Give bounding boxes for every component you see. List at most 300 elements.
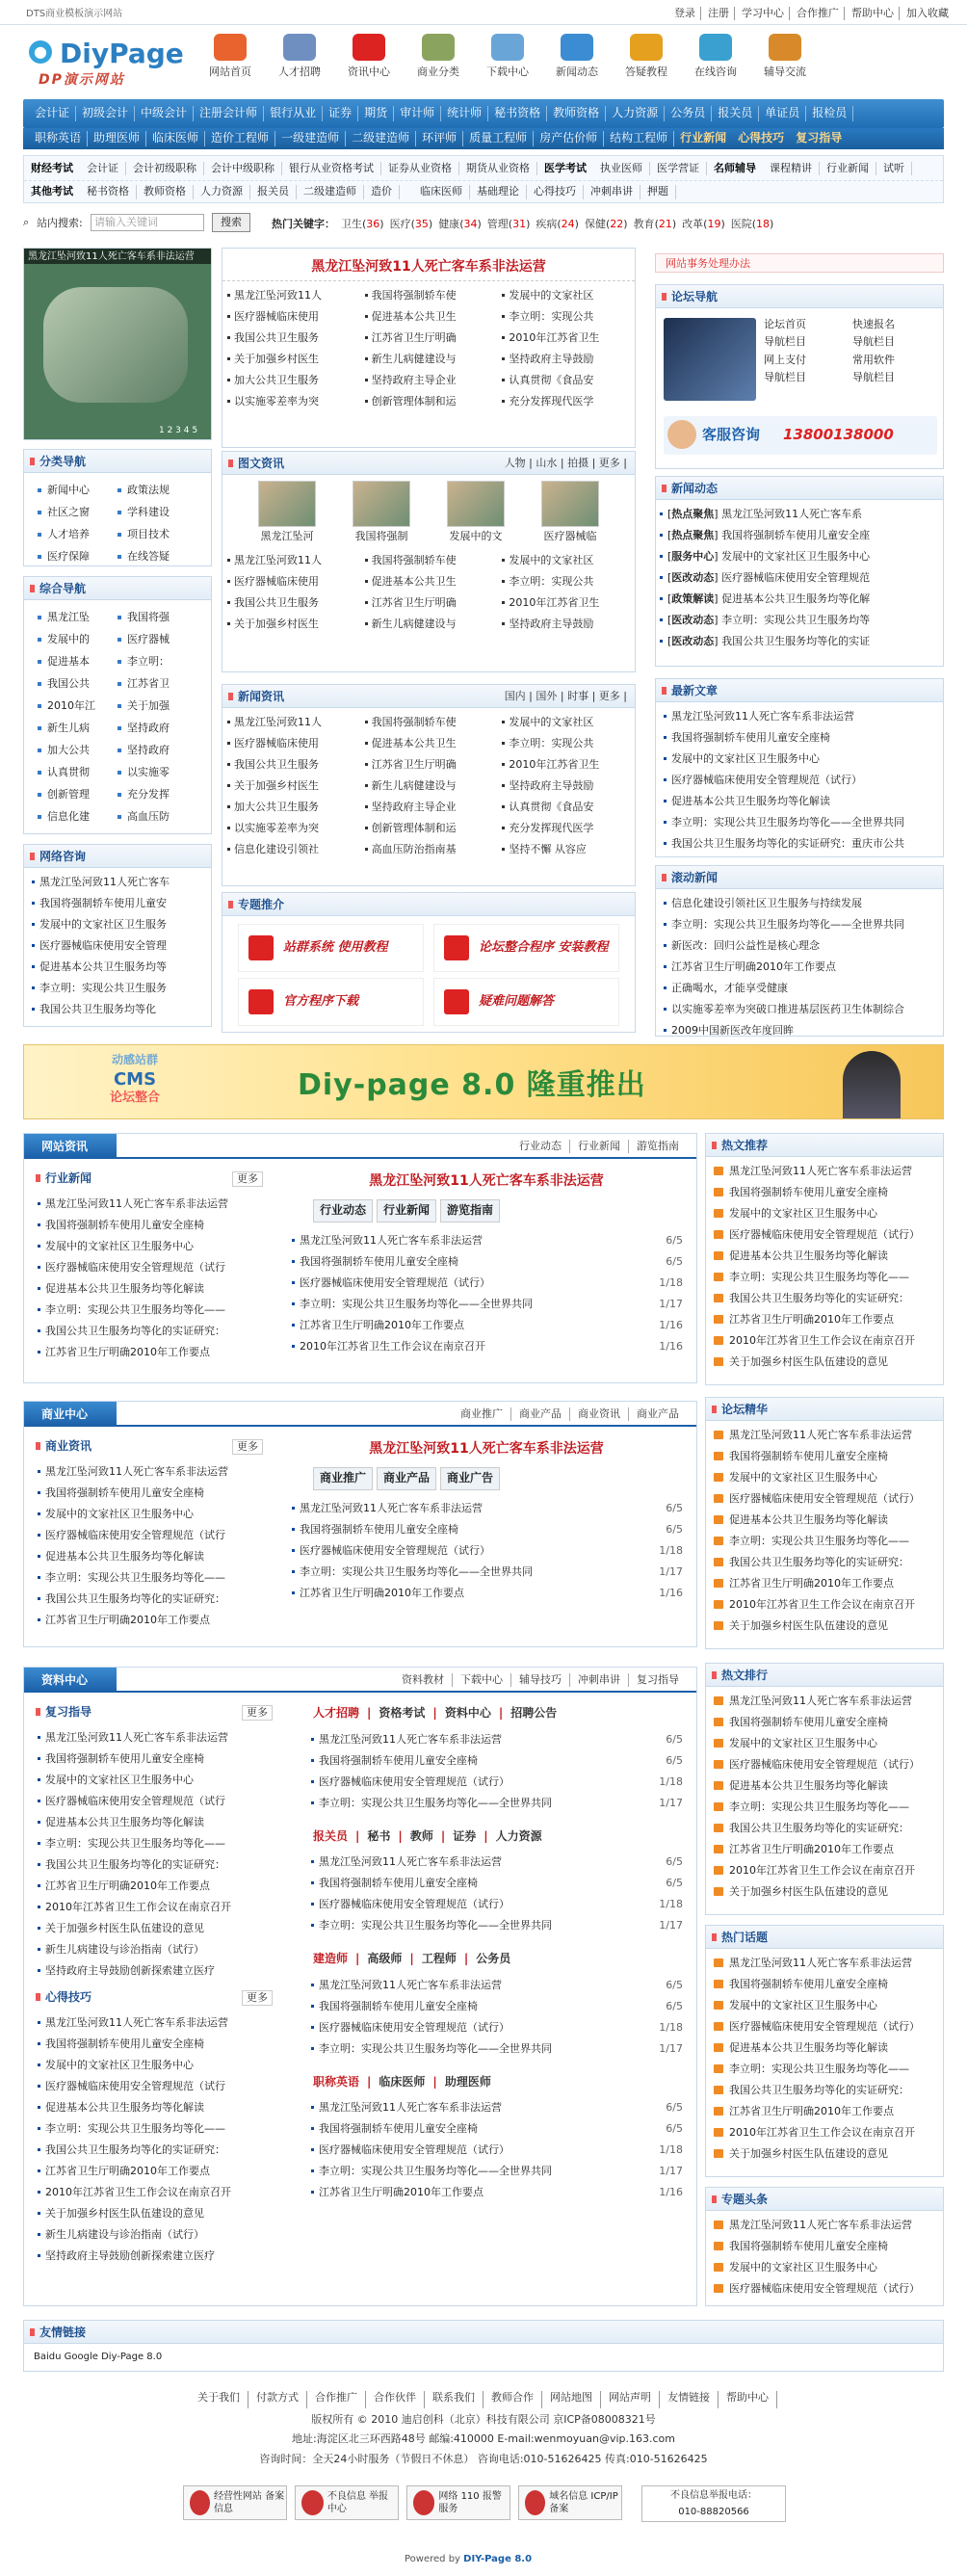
news-dynamic-item[interactable]: [政策解读] 促进基本公共卫生服务均等化解: [658, 589, 937, 610]
section-list-item[interactable]: 发展中的文家社区卫生服务中心: [36, 1770, 274, 1791]
bar2-item[interactable]: 二级建造师: [346, 131, 416, 146]
topic-item[interactable]: [238, 978, 424, 1026]
hot-item[interactable]: 黑龙江坠河致11人死亡客车系非法运营: [712, 2215, 937, 2236]
bar1-item[interactable]: 会计证: [29, 106, 76, 121]
news-tab[interactable]: 更多: [598, 690, 620, 702]
hot-item[interactable]: 2010年江苏省卫生工作会议在南京召开: [712, 1330, 937, 1352]
news-tab[interactable]: 国外: [536, 690, 558, 702]
hot-item[interactable]: 李立明：实现公共卫生服务均等化——: [712, 1267, 937, 1288]
comprehensive-link[interactable]: 我国将强: [118, 606, 197, 628]
hot-item[interactable]: 我国将强制轿车使用儿童安全座椅: [712, 2236, 937, 2257]
category-link[interactable]: 在线答疑: [118, 545, 197, 567]
section-list-item[interactable]: 我国公共卫生服务均等化的实证研究：: [36, 1854, 274, 1876]
hot-item[interactable]: 李立明：实现公共卫生服务均等化——: [712, 2059, 937, 2080]
hot-item[interactable]: 我国公共卫生服务均等化的实证研究：: [712, 2080, 937, 2101]
sub-item[interactable]: 心得技巧: [527, 185, 584, 198]
grid-link[interactable]: 关于加强乡村医生: [226, 349, 356, 370]
report-box[interactable]: [641, 2485, 786, 2522]
hot-item[interactable]: 促进基本公共卫生服务均等化解读: [712, 2037, 937, 2059]
topic-item[interactable]: [238, 924, 424, 972]
keyword[interactable]: 医疗(35): [389, 218, 433, 230]
grid-link[interactable]: 发展中的文家社区: [501, 285, 631, 306]
hot-item[interactable]: 我国将强制轿车使用儿童安全座椅: [712, 1712, 937, 1733]
section-list-item[interactable]: 发展中的文家社区卫生服务中心: [36, 2055, 274, 2076]
forum-link[interactable]: 论坛首页: [764, 318, 806, 330]
hot-item[interactable]: 黑龙江坠河致11人死亡客车系非法运营: [712, 1953, 937, 1974]
category-option[interactable]: 助理医师: [444, 2074, 491, 2089]
grid-link[interactable]: 李立明：实现公共: [501, 733, 631, 754]
grid-link[interactable]: 2010年江苏省卫生: [501, 592, 631, 614]
grid-link[interactable]: 新生儿病健建设与: [364, 349, 494, 370]
comprehensive-link[interactable]: 2010年江: [38, 695, 118, 717]
comprehensive-link[interactable]: 新生儿病: [38, 717, 118, 739]
grid-link[interactable]: 江苏省卫生厅明确: [364, 328, 494, 349]
section-link[interactable]: 行业动态: [511, 1140, 570, 1153]
grid-link[interactable]: 医疗器械临床使用: [226, 733, 356, 754]
section-list-item[interactable]: 坚持政府主导鼓励创新探索建立医疗: [36, 1960, 274, 1982]
section-tab[interactable]: 行业新闻: [377, 1199, 436, 1222]
pic-tab[interactable]: 人物: [504, 457, 526, 469]
bar2-item[interactable]: 一级建造师: [275, 131, 346, 146]
dated-item[interactable]: [309, 2161, 683, 2182]
grid-link[interactable]: 2010年江苏省卫生: [501, 754, 631, 775]
grid-link[interactable]: 坚持政府主导鼓励: [501, 349, 631, 370]
grid-link[interactable]: 充分发挥现代医学: [501, 391, 631, 412]
category-link[interactable]: 新闻中心: [38, 479, 118, 501]
topic-item[interactable]: [433, 978, 619, 1026]
comprehensive-link[interactable]: 充分发挥: [118, 783, 197, 805]
pic-item[interactable]: [440, 481, 511, 540]
section-list-item[interactable]: 坚持政府主导鼓励创新探索建立医疗: [36, 2246, 274, 2267]
bar1-item[interactable]: 证券: [323, 106, 358, 121]
grid-link[interactable]: 发展中的文家社区: [501, 712, 631, 733]
dated-item[interactable]: [290, 1583, 683, 1604]
search-input[interactable]: 请输入关键词: [91, 214, 204, 231]
hot-item[interactable]: 李立明：实现公共卫生服务均等化——: [712, 1797, 937, 1818]
section-list-item[interactable]: 我国将强制轿车使用儿童安全座椅: [36, 2034, 274, 2055]
grid-link[interactable]: 促进基本公共卫生: [364, 306, 494, 328]
sub-item[interactable]: 押题: [640, 185, 676, 198]
bar2-item[interactable]: 房产估价师: [534, 131, 604, 146]
grid-link[interactable]: 加大公共卫生服务: [226, 370, 356, 391]
section-list-item[interactable]: 发展中的文家社区卫生服务中心: [36, 1504, 265, 1525]
sub-item[interactable]: 人力资源: [194, 185, 250, 198]
section-tab[interactable]: 行业动态: [313, 1199, 373, 1222]
footer-link[interactable]: 合作伙伴: [366, 2391, 425, 2408]
nav-item[interactable]: [612, 32, 681, 90]
grid-link[interactable]: 关于加强乡村医生: [226, 775, 356, 797]
keyword[interactable]: 医院(18): [730, 218, 774, 230]
news-dynamic-item[interactable]: [医改动态] 李立明：实现公共卫生服务均等: [658, 610, 937, 631]
hot-item[interactable]: 促进基本公共卫生服务均等化解读: [712, 1246, 937, 1267]
comprehensive-link[interactable]: 促进基本: [38, 650, 118, 672]
latest-item[interactable]: 我国将强制轿车使用儿童安全座椅: [662, 727, 937, 749]
bar1-item[interactable]: 单证员: [759, 106, 806, 121]
grid-link[interactable]: 以实施零差率为突: [226, 391, 356, 412]
news-tab[interactable]: 时事: [567, 690, 589, 702]
net-consult-item[interactable]: 我国将强制轿车使用儿童安: [30, 893, 205, 914]
dated-item[interactable]: [290, 1540, 683, 1562]
latest-item[interactable]: 李立明：实现公共卫生服务均等化——全世界共同: [662, 812, 937, 833]
grid-link[interactable]: 充分发挥现代医学: [501, 818, 631, 839]
footer-link[interactable]: 关于我们: [190, 2391, 248, 2408]
section-tab[interactable]: 商业产品: [377, 1467, 436, 1490]
scroll-news-item[interactable]: 正确喝水，才能享受健康: [662, 978, 937, 999]
headline[interactable]: 黑龙江坠河致11人死亡客车系非法运营: [222, 258, 635, 281]
bar1-item[interactable]: 秘书资格: [488, 106, 547, 121]
s2-headline[interactable]: 黑龙江坠河致11人死亡客车系非法运营: [369, 1441, 604, 1457]
comprehensive-link[interactable]: 加大公共: [38, 739, 118, 761]
section-list-item[interactable]: 促进基本公共卫生服务均等化解读: [36, 1278, 265, 1300]
section-list-item[interactable]: 我国公共卫生服务均等化的实证研究：: [36, 1589, 265, 1610]
section-list-item[interactable]: 新生儿病建设与诊治指南（试行）: [36, 2224, 274, 2246]
section-list-item[interactable]: 医疗器械临床使用安全管理规范（试行: [36, 1257, 265, 1278]
bar1-item[interactable]: 注册会计师: [194, 106, 264, 121]
hot-item[interactable]: 江苏省卫生厅明确2010年工作要点: [712, 1573, 937, 1594]
dated-item[interactable]: [309, 2017, 683, 2038]
section-link[interactable]: 商业产品: [511, 1407, 570, 1421]
section-list-item[interactable]: 黑龙江坠河致11人死亡客车系非法运营: [36, 1461, 265, 1483]
comprehensive-link[interactable]: 李立明：: [118, 650, 197, 672]
section-list-item[interactable]: 江苏省卫生厅明确2010年工作要点: [36, 2161, 274, 2182]
sub-item[interactable]: 报关员: [250, 185, 297, 198]
scroll-news-item[interactable]: 江苏省卫生厅明确2010年工作要点: [662, 957, 937, 978]
keyword[interactable]: 保健(22): [584, 218, 628, 230]
footer-link[interactable]: 教师合作: [484, 2391, 542, 2408]
sub-item[interactable]: 银行从业资格考试: [282, 162, 381, 175]
sub-head[interactable]: 其他考试: [31, 185, 73, 198]
bar2-item[interactable]: 造价工程师: [205, 131, 275, 146]
bar2-item[interactable]: 职称英语: [29, 131, 88, 146]
section-list-item[interactable]: 医疗器械临床使用安全管理规范（试行: [36, 2076, 274, 2097]
grid-link[interactable]: 我国将强制轿车使: [364, 712, 494, 733]
grid-link[interactable]: 坚持政府主导鼓励: [501, 614, 631, 635]
footer-badge[interactable]: [183, 2485, 287, 2520]
sub-item[interactable]: 基础理论: [470, 185, 527, 198]
grid-link[interactable]: 认真贯彻《食品安: [501, 797, 631, 818]
category-option[interactable]: 人力资源: [495, 1828, 542, 1843]
hot-item[interactable]: 关于加强乡村医生队伍建设的意见: [712, 1616, 937, 1637]
net-consult-item[interactable]: 我国公共卫生服务均等化: [30, 999, 205, 1020]
s3-tab[interactable]: 资料中心: [24, 1668, 117, 1693]
comprehensive-link[interactable]: 高血压防: [118, 805, 197, 828]
hot-item[interactable]: 发展中的文家社区卫生服务中心: [712, 2257, 937, 2278]
nav-item[interactable]: [750, 32, 820, 90]
sub-item[interactable]: 会计初级职称: [126, 162, 204, 175]
dated-item[interactable]: [309, 1975, 683, 1996]
bar2-highlight[interactable]: 行业新闻: [680, 131, 727, 145]
section-list-item[interactable]: 我国公共卫生服务均等化的实证研究：: [36, 2140, 274, 2161]
news-dynamic-item[interactable]: [服务中心] 发展中的文家社区卫生服务中心: [658, 546, 937, 567]
category-option[interactable]: 秘书: [367, 1828, 391, 1843]
grid-link[interactable]: 2010年江苏省卫生: [501, 328, 631, 349]
sub-item[interactable]: 临床医师: [413, 185, 470, 198]
dated-item[interactable]: [290, 1562, 683, 1583]
category-option[interactable]: 公务员: [476, 1952, 511, 1966]
category-link[interactable]: 医疗保障: [38, 545, 118, 567]
search-button[interactable]: 搜索: [212, 213, 250, 232]
section-list-item[interactable]: 江苏省卫生厅明确2010年工作要点: [36, 1610, 265, 1631]
dated-item[interactable]: [290, 1251, 683, 1273]
sub-item[interactable]: 医学营证: [650, 162, 707, 175]
hot-item[interactable]: 关于加强乡村医生队伍建设的意见: [712, 1352, 937, 1373]
scroll-news-item[interactable]: 2009中国新医改年度回眸: [662, 1020, 937, 1041]
grid-link[interactable]: 促进基本公共卫生: [364, 571, 494, 592]
dated-item[interactable]: [290, 1230, 683, 1251]
comprehensive-link[interactable]: 江苏省卫: [118, 672, 197, 695]
section-list-item[interactable]: 我国将强制轿车使用儿童安全座椅: [36, 1483, 265, 1504]
dated-item[interactable]: [290, 1498, 683, 1519]
hot-item[interactable]: 发展中的文家社区卫生服务中心: [712, 1733, 937, 1754]
bar2-item[interactable]: 临床医师: [146, 131, 205, 146]
pic-tab[interactable]: 拍摄: [567, 457, 589, 469]
footer-link[interactable]: 网站声明: [601, 2391, 660, 2408]
s2-tab[interactable]: 商业中心: [24, 1402, 117, 1427]
section-list-item[interactable]: 李立明：实现公共卫生服务均等化——: [36, 1300, 265, 1321]
dated-item[interactable]: [309, 1772, 683, 1793]
forum-link[interactable]: 网上支付: [764, 353, 806, 366]
top-link[interactable]: 登录: [669, 7, 701, 20]
section-list-item[interactable]: 医疗器械临床使用安全管理规范（试行: [36, 1525, 265, 1546]
sub-item[interactable]: 试听: [876, 162, 912, 175]
top-link[interactable]: 帮助中心: [847, 7, 900, 20]
dated-item[interactable]: [309, 2097, 683, 2118]
comprehensive-link[interactable]: 创新管理: [38, 783, 118, 805]
comprehensive-link[interactable]: 以实施零: [118, 761, 197, 783]
sub-head[interactable]: 医学考试: [544, 161, 587, 174]
section-link[interactable]: 资料教材: [394, 1673, 453, 1687]
sub-item[interactable]: 期货从业资格: [459, 162, 537, 175]
dated-item[interactable]: [309, 2038, 683, 2060]
s1-headline[interactable]: 黑龙江坠河致11人死亡客车系非法运营: [369, 1173, 604, 1189]
dated-item[interactable]: [309, 2118, 683, 2140]
sub-item[interactable]: 证券从业资格: [381, 162, 459, 175]
sub-item[interactable]: 会计证: [80, 162, 126, 175]
grid-link[interactable]: 医疗器械临床使用: [226, 571, 356, 592]
section-list-item[interactable]: 2010年江苏省卫生工作会议在南京召开: [36, 1897, 274, 1918]
grid-link[interactable]: 以实施零差率为突: [226, 818, 356, 839]
hot-item[interactable]: 我国将强制轿车使用儿童安全座椅: [712, 1182, 937, 1203]
dated-item[interactable]: [309, 1793, 683, 1814]
section-list-item[interactable]: 促进基本公共卫生服务均等化解读: [36, 1546, 265, 1567]
section-list-item[interactable]: 2010年江苏省卫生工作会议在南京召开: [36, 2182, 274, 2203]
bar1-item[interactable]: 统计师: [441, 106, 488, 121]
forum-link[interactable]: 导航栏目: [852, 335, 895, 349]
section-list-item[interactable]: 黑龙江坠河致11人死亡客车系非法运营: [36, 2012, 274, 2034]
news-dynamic-item[interactable]: [医改动态] 我国公共卫生服务均等化的实证: [658, 631, 937, 652]
footer-badge[interactable]: [406, 2485, 510, 2520]
footer-link[interactable]: 合作推广: [307, 2391, 366, 2408]
hot-item[interactable]: 江苏省卫生厅明确2010年工作要点: [712, 1309, 937, 1330]
bar1-item[interactable]: 中级会计: [135, 106, 194, 121]
grid-link[interactable]: 发展中的文家社区: [501, 550, 631, 571]
comprehensive-link[interactable]: 发展中的: [38, 628, 118, 650]
sub-item[interactable]: 教师资格: [137, 185, 194, 198]
topic-item[interactable]: [433, 924, 619, 972]
section-link[interactable]: 游览指南: [637, 1140, 679, 1152]
hot-item[interactable]: 黑龙江坠河致11人死亡客车系非法运营: [712, 1425, 937, 1446]
bar1-item[interactable]: 教师资格: [547, 106, 606, 121]
hot-item[interactable]: 2010年江苏省卫生工作会议在南京召开: [712, 1594, 937, 1616]
hot-item[interactable]: 医疗器械临床使用安全管理规范（试行）: [712, 2278, 937, 2300]
keyword[interactable]: 改革(19): [682, 218, 725, 230]
nav-item[interactable]: [265, 32, 334, 90]
category-link[interactable]: 政策法规: [118, 479, 197, 501]
bar2-highlight[interactable]: 复习指导: [796, 131, 843, 145]
section-link[interactable]: 复习指导: [637, 1673, 679, 1686]
grid-link[interactable]: 信息化建设引领社: [226, 839, 356, 860]
net-consult-item[interactable]: 李立明：实现公共卫生服务: [30, 978, 205, 999]
category-option[interactable]: 临床医师: [379, 2074, 426, 2089]
hot-item[interactable]: 黑龙江坠河致11人死亡客车系非法运营: [712, 1161, 937, 1182]
net-consult-item[interactable]: 黑龙江坠河致11人死亡客车: [30, 872, 205, 893]
latest-item[interactable]: 发展中的文家社区卫生服务中心: [662, 749, 937, 770]
category-head[interactable]: 报关员: [313, 1828, 349, 1843]
grid-link[interactable]: 坚持不懈 从容应: [501, 839, 631, 860]
section-list-item[interactable]: 关于加强乡村医生队伍建设的意见: [36, 1918, 274, 1939]
footer-badge[interactable]: [518, 2485, 622, 2520]
bar1-item[interactable]: 银行从业: [264, 106, 323, 121]
hot-item[interactable]: 2010年江苏省卫生工作会议在南京召开: [712, 2122, 937, 2143]
grid-link[interactable]: 认真贯彻《食品安: [501, 370, 631, 391]
news-dynamic-item[interactable]: [热点聚焦] 黑龙江坠河致11人死亡客车系: [658, 504, 937, 525]
hot-item[interactable]: 李立明：实现公共卫生服务均等化——: [712, 1531, 937, 1552]
section-list-item[interactable]: 促进基本公共卫生服务均等化解读: [36, 1812, 274, 1833]
category-option[interactable]: 教师: [409, 1828, 433, 1843]
section-list-item[interactable]: 江苏省卫生厅明确2010年工作要点: [36, 1342, 265, 1363]
nav-item[interactable]: [404, 32, 473, 90]
sub-item[interactable]: 秘书资格: [80, 185, 137, 198]
section-link[interactable]: 商业推广: [453, 1407, 511, 1421]
dated-item[interactable]: [290, 1315, 683, 1336]
grid-link[interactable]: 我国将强制轿车使: [364, 285, 494, 306]
nav-item[interactable]: [473, 32, 542, 90]
section-link[interactable]: 商业资讯: [570, 1407, 629, 1421]
keyword[interactable]: 管理(31): [486, 218, 531, 230]
section-list-item[interactable]: 我国公共卫生服务均等化的实证研究：: [36, 1321, 265, 1342]
category-option[interactable]: 工程师: [421, 1952, 457, 1966]
net-consult-item[interactable]: 促进基本公共卫生服务均等: [30, 957, 205, 978]
dated-item[interactable]: [290, 1273, 683, 1294]
bar1-item[interactable]: 期货: [358, 106, 394, 121]
grid-link[interactable]: 黑龙江坠河致11人: [226, 550, 356, 571]
dated-item[interactable]: [290, 1294, 683, 1315]
comprehensive-link[interactable]: 坚持政府: [118, 739, 197, 761]
net-consult-item[interactable]: 发展中的文家社区卫生服务: [30, 914, 205, 935]
sub-head[interactable]: 名师辅导: [714, 161, 756, 174]
forum-link[interactable]: 导航栏目: [764, 335, 806, 349]
keyword[interactable]: 健康(34): [438, 218, 482, 230]
dated-item[interactable]: [309, 1852, 683, 1873]
friend-links-list[interactable]: Baidu Google Diy-Page 8.0: [34, 2352, 163, 2362]
grid-link[interactable]: 关于加强乡村医生: [226, 614, 356, 635]
section-tab[interactable]: 游览指南: [440, 1199, 500, 1222]
hot-item[interactable]: 江苏省卫生厅明确2010年工作要点: [712, 1839, 937, 1860]
bar1-item[interactable]: 公务员: [665, 106, 712, 121]
comprehensive-link[interactable]: 我国公共: [38, 672, 118, 695]
news-tab[interactable]: 国内: [504, 690, 526, 702]
s1-tab[interactable]: 网站资讯: [24, 1134, 117, 1159]
grid-link[interactable]: 高血压防治指南基: [364, 839, 494, 860]
hero-image[interactable]: [23, 248, 212, 440]
news-dynamic-item[interactable]: [热点聚焦] 我国将强制轿车使用儿童安全座: [658, 525, 937, 546]
section-link[interactable]: 辅导技巧: [511, 1673, 570, 1687]
section-list-item[interactable]: 医疗器械临床使用安全管理规范（试行: [36, 1791, 274, 1812]
forum-link[interactable]: 常用软件: [852, 353, 895, 366]
dated-item[interactable]: [309, 1915, 683, 1936]
section-list-item[interactable]: 黑龙江坠河致11人死亡客车系非法运营: [36, 1194, 265, 1215]
section-link[interactable]: 商业产品: [637, 1407, 679, 1420]
section-list-item[interactable]: 我国将强制轿车使用儿童安全座椅: [36, 1215, 265, 1236]
hot-item[interactable]: 我国公共卫生服务均等化的实证研究：: [712, 1288, 937, 1309]
bar2-item[interactable]: 助理医师: [88, 131, 146, 146]
sub-item[interactable]: 二级建造师: [297, 185, 364, 198]
grid-link[interactable]: 加大公共卫生服务: [226, 797, 356, 818]
hot-item[interactable]: 2010年江苏省卫生工作会议在南京召开: [712, 1860, 937, 1881]
keyword[interactable]: 卫生(36): [341, 218, 384, 230]
pic-item[interactable]: [251, 481, 323, 540]
bar1-item[interactable]: 报关员: [712, 106, 759, 121]
dated-item[interactable]: [309, 1894, 683, 1915]
section-list-item[interactable]: 关于加强乡村医生队伍建设的意见: [36, 2203, 274, 2224]
section-list-item[interactable]: 李立明：实现公共卫生服务均等化——: [36, 2118, 274, 2140]
footer-link[interactable]: 联系我们: [425, 2391, 484, 2408]
section-list-item[interactable]: 李立明：实现公共卫生服务均等化——: [36, 1567, 265, 1589]
net-consult-item[interactable]: 医疗器械临床使用安全管理: [30, 935, 205, 957]
bar2-item[interactable]: 结构工程师: [604, 131, 674, 146]
section-link[interactable]: 下载中心: [453, 1673, 511, 1687]
dated-item[interactable]: [290, 1519, 683, 1540]
dated-item[interactable]: [309, 1750, 683, 1772]
grid-link[interactable]: 医疗器械临床使用: [226, 306, 356, 328]
comprehensive-link[interactable]: 认真贯彻: [38, 761, 118, 783]
hot-item[interactable]: 医疗器械临床使用安全管理规范（试行）: [712, 1488, 937, 1510]
category-link[interactable]: 项目技术: [118, 523, 197, 545]
hot-item[interactable]: 我国将强制轿车使用儿童安全座椅: [712, 1446, 937, 1467]
powered-product[interactable]: DIY-Page 8.0: [463, 2554, 533, 2564]
grid-link[interactable]: 李立明：实现公共: [501, 571, 631, 592]
dated-item[interactable]: [309, 1729, 683, 1750]
sub-item[interactable]: 执业医师: [593, 162, 650, 175]
hot-item[interactable]: 发展中的文家社区卫生服务中心: [712, 1467, 937, 1488]
section-list-item[interactable]: 促进基本公共卫生服务均等化解读: [36, 2097, 274, 2118]
hot-item[interactable]: 关于加强乡村医生队伍建设的意见: [712, 2143, 937, 2165]
category-option[interactable]: 招聘公告: [510, 1706, 558, 1720]
forum-link[interactable]: 快速报名: [852, 318, 895, 330]
section-link[interactable]: 冲刺串讲: [570, 1673, 629, 1687]
section-list-item[interactable]: 新生儿病建设与诊治指南（试行）: [36, 1939, 274, 1960]
comprehensive-link[interactable]: 坚持政府: [118, 717, 197, 739]
pic-item[interactable]: [346, 481, 417, 540]
latest-item[interactable]: 促进基本公共卫生服务均等化解读: [662, 791, 937, 812]
category-link[interactable]: 人才培养: [38, 523, 118, 545]
grid-link[interactable]: 坚持政府主导鼓励: [501, 775, 631, 797]
scroll-news-item[interactable]: 李立明：实现公共卫生服务均等化——全世界共同: [662, 914, 937, 935]
keyword[interactable]: 教育(21): [633, 218, 677, 230]
category-option[interactable]: 高级师: [367, 1952, 403, 1966]
grid-link[interactable]: 江苏省卫生厅明确: [364, 592, 494, 614]
s2-more[interactable]: 更多: [232, 1439, 263, 1455]
grid-link[interactable]: 坚持政府主导企业: [364, 370, 494, 391]
grid-link[interactable]: 黑龙江坠河致11人: [226, 285, 356, 306]
top-link[interactable]: 学习中心: [737, 7, 790, 20]
hot-item[interactable]: 我国将强制轿车使用儿童安全座椅: [712, 1974, 937, 1995]
sub-item[interactable]: 造价: [364, 185, 400, 198]
hot-item[interactable]: 医疗器械临床使用安全管理规范（试行）: [712, 1754, 937, 1775]
bar1-item[interactable]: 初级会计: [76, 106, 135, 121]
section-tab[interactable]: 商业广告: [440, 1467, 500, 1490]
dated-item[interactable]: [309, 1873, 683, 1894]
